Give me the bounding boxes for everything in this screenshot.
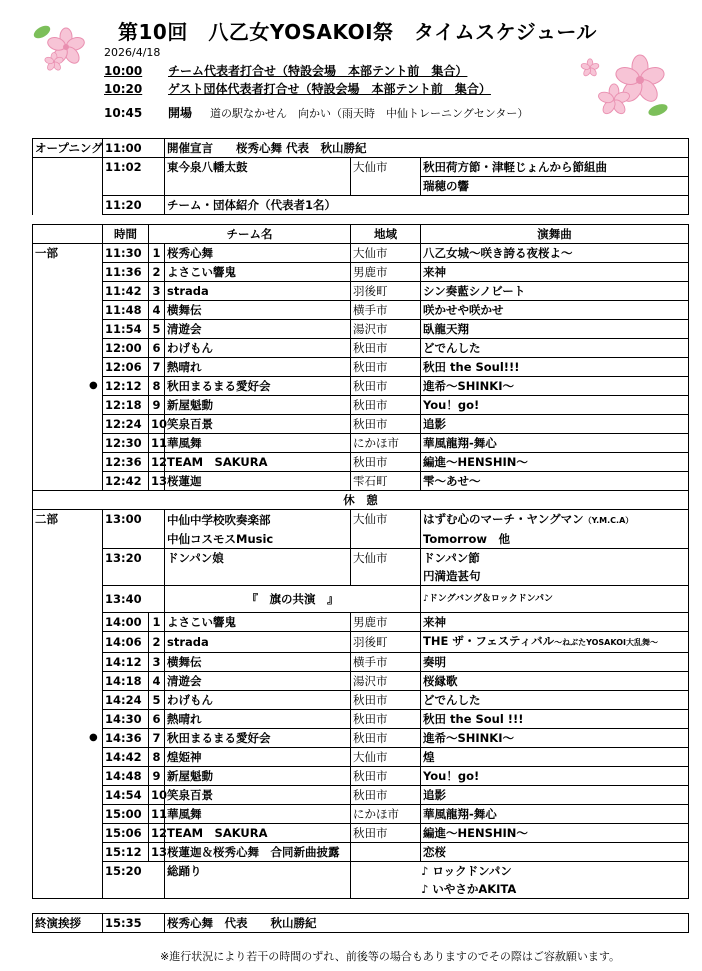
team-cell: 熱晴れ [165, 358, 351, 377]
time-cell: 12:30 [103, 434, 149, 453]
song-title: 華風龍翔-舞心 [423, 807, 497, 821]
area-cell: 横手市 [351, 653, 421, 672]
song-cell [421, 653, 689, 672]
table-row [33, 729, 689, 748]
cherry-blossom-icon [30, 22, 102, 72]
order-number: 1 [149, 244, 165, 263]
section-spacer [33, 282, 103, 301]
order-number: 5 [149, 691, 165, 710]
song-cell: 円満造甚句 [421, 567, 689, 586]
song-title: 進希～SHINKI～ [423, 379, 514, 393]
song-title: 桜縁歌 [423, 674, 458, 688]
section-spacer [33, 339, 103, 358]
team-cell: 総踊り [165, 862, 351, 899]
song-cell: Tomorrow 他 [421, 530, 689, 549]
time-cell: 11:48 [103, 301, 149, 320]
cherry-blossom-icon [580, 52, 680, 120]
area-cell: 大仙市 [351, 748, 421, 767]
time-cell: 12:42 [103, 472, 149, 491]
footer-note: ※進行状況により若干の時間のずれ、前後等の場合もありますのでその際はご容赦願います。 [160, 950, 620, 963]
song-title: 追影 [423, 417, 446, 431]
song-cell [421, 549, 689, 568]
song-cell [421, 263, 689, 282]
song-cell [421, 672, 689, 691]
area-cell [351, 843, 421, 862]
team-cell: わげもん [165, 339, 351, 358]
section-spacer [33, 653, 103, 672]
team-cell: TEAM SAKURA [165, 824, 351, 843]
order-number: 4 [149, 301, 165, 320]
table-row [33, 632, 689, 653]
song-cell [421, 691, 689, 710]
section-spacer [33, 453, 103, 472]
table-row [33, 244, 689, 263]
area-cell: 湯沢市 [351, 320, 421, 339]
song-cell [421, 282, 689, 301]
team-cell: 清遊会 [165, 320, 351, 339]
song-cell [421, 748, 689, 767]
area-cell: 大仙市 [351, 244, 421, 263]
section-spacer [33, 567, 103, 586]
section-spacer [33, 691, 103, 710]
section-spacer [33, 613, 103, 632]
order-number: 13 [149, 472, 165, 491]
header-song: 演舞曲 [421, 225, 689, 244]
team-cell: strada [165, 282, 351, 301]
team-cell: 中仙コスモスMusic [165, 530, 351, 549]
order-number: 1 [149, 613, 165, 632]
area-cell: 大仙市 [351, 158, 421, 196]
section-spacer [33, 358, 103, 377]
time-cell: 12:24 [103, 415, 149, 434]
opening-table [32, 138, 689, 215]
team-cell: 笑泉百景 [165, 415, 351, 434]
table-row [33, 472, 689, 491]
table-row [33, 748, 689, 767]
page-title: 第10回 八乙女YOSAKOI祭 タイムスケジュール [118, 20, 597, 44]
team-cell: わげもん [165, 691, 351, 710]
team-cell: TEAM SAKURA [165, 453, 351, 472]
time-cell: 11:54 [103, 320, 149, 339]
pre-schedule-item: 10:00 チーム代表者打合せ（特設会場 本部テント前 集合） [104, 64, 468, 78]
time-cell: 15:20 [103, 862, 165, 899]
section-spacer [33, 549, 103, 568]
song-title: 編進～HENSHIN～ [423, 826, 528, 840]
section-label: 終演挨拶 [33, 914, 103, 933]
area-cell: 羽後町 [351, 282, 421, 301]
order-number: 10 [149, 786, 165, 805]
table-row [33, 396, 689, 415]
area-cell: 秋田市 [351, 358, 421, 377]
table-row [33, 613, 689, 632]
area-cell: 男鹿市 [351, 263, 421, 282]
area-cell: 秋田市 [351, 396, 421, 415]
song-title: ドンパン節 [423, 551, 480, 565]
team-cell: 横舞伝 [165, 301, 351, 320]
table-row [33, 710, 689, 729]
time-cell: 11:02 [103, 158, 165, 196]
song-title: シン奏藍シノビート [423, 284, 526, 298]
table-row [33, 434, 689, 453]
song-title: 編進～HENSHIN～ [423, 455, 528, 469]
team-cell: ドンパン娘 [165, 549, 351, 568]
order-number: 8 [149, 377, 165, 396]
table-row [33, 786, 689, 805]
section-spacer [33, 415, 103, 434]
time-cell: 11:20 [103, 196, 165, 215]
table-row [33, 320, 689, 339]
song-title: どでんした [423, 693, 481, 707]
section-spacer [33, 862, 103, 881]
area-cell: 秋田市 [351, 824, 421, 843]
team-cell: 清遊会 [165, 672, 351, 691]
song-cell [421, 767, 689, 786]
song-title: You！go! [423, 398, 480, 412]
song-title: 恋桜 [423, 845, 446, 859]
guest-row [33, 510, 689, 531]
area-cell: 秋田市 [351, 415, 421, 434]
time-cell: 14:48 [103, 767, 149, 786]
pre-schedule-item: 10:45 開場 道の駅なかせん 向かい（雨天時 中仙トレーニングセンター） [104, 106, 529, 120]
song-title: 咲かせや咲かせ [423, 303, 504, 317]
table-row [33, 358, 689, 377]
song-cell [421, 613, 689, 632]
break-row: 休 憩 [33, 491, 689, 510]
song-title: THE ザ・フェスティバル [423, 634, 555, 648]
time-cell: 15:00 [103, 805, 149, 824]
section-spacer [33, 805, 103, 824]
team-cell: 秋田まるまる愛好会 [165, 729, 351, 748]
area-cell: 秋田市 [351, 691, 421, 710]
team-cell: 東今泉八幡太鼓 [165, 158, 351, 196]
order-number: 7 [149, 729, 165, 748]
team-cell: 桜蓮迦＆桜秀心舞 合同新曲披露 [165, 843, 351, 862]
team-cell: よさこい響鬼 [165, 613, 351, 632]
song-cell [421, 453, 689, 472]
song-title: 奏明 [423, 655, 446, 669]
section-spacer [33, 632, 103, 653]
order-number: 9 [149, 767, 165, 786]
order-number: 3 [149, 282, 165, 301]
section-spacer [33, 748, 103, 767]
table-row [33, 767, 689, 786]
team-cell: 笑泉百景 [165, 786, 351, 805]
song-title: 進希～SHINKI～ [423, 731, 514, 745]
time-cell: 15:12 [103, 843, 149, 862]
song-cell: 瑞穂の響 [421, 177, 689, 196]
section-spacer [33, 880, 103, 899]
song-cell [421, 510, 689, 531]
team-cell: 新屋魁動 [165, 396, 351, 415]
time-text: 14:36 [105, 731, 142, 745]
song-cell: ♪ いやさかAKITA [351, 880, 689, 899]
song-cell [421, 729, 689, 748]
area-cell: 横手市 [351, 301, 421, 320]
song-title: 華風龍翔-舞心 [423, 436, 497, 450]
song-cell: 秋田荷方節・津軽じょんから節組曲 [421, 158, 689, 177]
section-label: 二部 [33, 510, 103, 531]
time-cell: 12:18 [103, 396, 149, 415]
song-title: 八乙女城～咲き誇る夜桜よ～ [423, 246, 573, 260]
header-time: 時間 [103, 225, 149, 244]
section-spacer [33, 824, 103, 843]
song-cell [421, 632, 689, 653]
table-row [33, 843, 689, 862]
table-row [33, 339, 689, 358]
table-row [33, 805, 689, 824]
time-cell: 12:06 [103, 358, 149, 377]
song-title: 来神 [423, 265, 446, 279]
section-spacer [33, 530, 103, 549]
time-cell: 13:40 [103, 586, 165, 613]
order-number: 12 [149, 824, 165, 843]
schedule-table [32, 224, 689, 899]
team-cell: strada [165, 632, 351, 653]
table-row [33, 453, 689, 472]
song-cell [421, 301, 689, 320]
team-cell: 華風舞 [165, 805, 351, 824]
section-spacer [33, 786, 103, 805]
time-cell: 11:00 [103, 139, 165, 158]
order-number: 8 [149, 748, 165, 767]
song-title: You！go! [423, 769, 480, 783]
team-cell: 華風舞 [165, 434, 351, 453]
song-title: 煌 [423, 750, 435, 764]
song-title: 雫～あせ～ [423, 474, 481, 488]
song-cell [421, 805, 689, 824]
team-cell: 桜蓮迦 [165, 472, 351, 491]
team-cell: チーム・団体紹介（代表者1名） [165, 196, 689, 215]
song-cell [421, 396, 689, 415]
team-cell: よさこい響鬼 [165, 263, 351, 282]
area-cell: にかほ市 [351, 434, 421, 453]
area-cell: 男鹿市 [351, 613, 421, 632]
order-number: 12 [149, 453, 165, 472]
order-number: 6 [149, 339, 165, 358]
order-number: 5 [149, 320, 165, 339]
song-cell [421, 472, 689, 491]
song-cell [421, 358, 689, 377]
time-cell [89, 729, 149, 748]
song-cell [421, 320, 689, 339]
event-date: 2026/4/18 [104, 46, 161, 59]
pre-schedule-item: 10:20 ゲスト団体代表者打合せ（特設会場 本部テント前 集合） [104, 82, 491, 96]
order-number: 2 [149, 632, 165, 653]
bullet-mark: ● [89, 380, 98, 391]
song-subtitle: ～ねぶたYOSAKOI大乱舞～ [554, 638, 658, 647]
area-cell: 大仙市 [351, 510, 421, 549]
time-cell: 13:20 [103, 549, 165, 586]
song-cell [421, 786, 689, 805]
team-cell: 熱晴れ [165, 710, 351, 729]
closing-table [32, 913, 689, 933]
order-number: 2 [149, 263, 165, 282]
song-cell [421, 339, 689, 358]
song-cell [421, 415, 689, 434]
time-cell: 14:12 [103, 653, 149, 672]
table-row [33, 377, 689, 396]
time-cell: 12:36 [103, 453, 149, 472]
time-cell: 15:06 [103, 824, 149, 843]
header-area: 地域 [351, 225, 421, 244]
song-title: はずむ心のマーチ・ヤングマン [423, 512, 584, 526]
song-title: 追影 [423, 788, 446, 802]
order-number: 9 [149, 396, 165, 415]
header-team: チーム名 [149, 225, 351, 244]
song-cell [421, 434, 689, 453]
song-title: 臥龍天翔 [423, 322, 469, 336]
song-cell [421, 710, 689, 729]
table-row [33, 691, 689, 710]
section-spacer [33, 396, 103, 415]
section-spacer [33, 710, 103, 729]
time-cell: 14:06 [103, 632, 149, 653]
order-number: 13 [149, 843, 165, 862]
section-spacer [33, 301, 103, 320]
team-cell: 秋田まるまる愛好会 [165, 377, 351, 396]
section-spacer [33, 434, 103, 453]
order-number: 3 [149, 653, 165, 672]
team-cell: 桜秀心舞 [165, 244, 351, 263]
team-cell [165, 567, 351, 586]
song-title: 秋田 the Soul!!! [423, 360, 520, 374]
table-row [33, 301, 689, 320]
section-spacer [33, 843, 103, 862]
song-cell: ♪ドングバング＆ロックドンパン [421, 586, 689, 613]
table-row [33, 263, 689, 282]
table-row [33, 282, 689, 301]
section-label: オープニング [33, 139, 103, 158]
time-cell: 15:35 [103, 914, 165, 933]
time-text: 12:12 [105, 379, 142, 393]
bullet-mark: ● [89, 732, 98, 743]
time-cell: 11:36 [103, 263, 149, 282]
team-cell: 中仙中学校吹奏楽部 [165, 510, 351, 531]
area-cell: 秋田市 [351, 729, 421, 748]
finale-row [33, 862, 689, 881]
guest-row [33, 549, 689, 568]
song-cell [421, 843, 689, 862]
section-spacer [33, 320, 103, 339]
joint-title: 『 旗の共演 』 [165, 586, 421, 613]
time-cell: 14:42 [103, 748, 149, 767]
area-cell: 秋田市 [351, 339, 421, 358]
table-row [33, 824, 689, 843]
team-cell: 煌姫神 [165, 748, 351, 767]
time-cell: 14:24 [103, 691, 149, 710]
order-number: 11 [149, 434, 165, 453]
order-number: 11 [149, 805, 165, 824]
song-cell: ♪ ロックドンパン [351, 862, 689, 881]
section-label: 一部 [33, 244, 103, 263]
closing-text: 桜秀心舞 代表 秋山勝紀 [165, 914, 689, 933]
time-cell: 12:00 [103, 339, 149, 358]
order-number: 10 [149, 415, 165, 434]
area-cell: 大仙市 [351, 549, 421, 586]
time-cell: 14:00 [103, 613, 149, 632]
time-cell: 13:00 [103, 510, 165, 549]
song-cell [421, 824, 689, 843]
time-cell: 14:18 [103, 672, 149, 691]
section-spacer [33, 586, 103, 613]
area-cell: 羽後町 [351, 632, 421, 653]
area-cell: 秋田市 [351, 786, 421, 805]
time-cell: 11:30 [103, 244, 149, 263]
order-number: 7 [149, 358, 165, 377]
song-title: 来神 [423, 615, 446, 629]
song-subtitle: （Y.M.C.A） [583, 516, 634, 525]
order-number: 6 [149, 710, 165, 729]
song-cell [421, 377, 689, 396]
team-cell: 開催宣言 桜秀心舞 代表 秋山勝紀 [165, 139, 689, 158]
area-cell: 秋田市 [351, 377, 421, 396]
area-cell: 秋田市 [351, 767, 421, 786]
section-spacer [33, 472, 103, 491]
section-spacer [33, 767, 103, 786]
table-row [33, 653, 689, 672]
area-cell: 秋田市 [351, 710, 421, 729]
section-spacer [33, 263, 103, 282]
team-cell: 新屋魁動 [165, 767, 351, 786]
table-row [33, 672, 689, 691]
table-row [33, 415, 689, 434]
area-cell: 湯沢市 [351, 672, 421, 691]
time-cell: 11:42 [103, 282, 149, 301]
song-title: どでんした [423, 341, 481, 355]
order-number: 4 [149, 672, 165, 691]
song-title: 秋田 the Soul !!! [423, 712, 524, 726]
area-cell: にかほ市 [351, 805, 421, 824]
time-cell: 14:54 [103, 786, 149, 805]
team-cell: 横舞伝 [165, 653, 351, 672]
time-cell: 14:30 [103, 710, 149, 729]
song-cell [421, 244, 689, 263]
time-cell [89, 377, 149, 396]
joint-row [33, 586, 689, 613]
section-spacer [33, 672, 103, 691]
area-cell: 秋田市 [351, 453, 421, 472]
area-cell: 雫石町 [351, 472, 421, 491]
